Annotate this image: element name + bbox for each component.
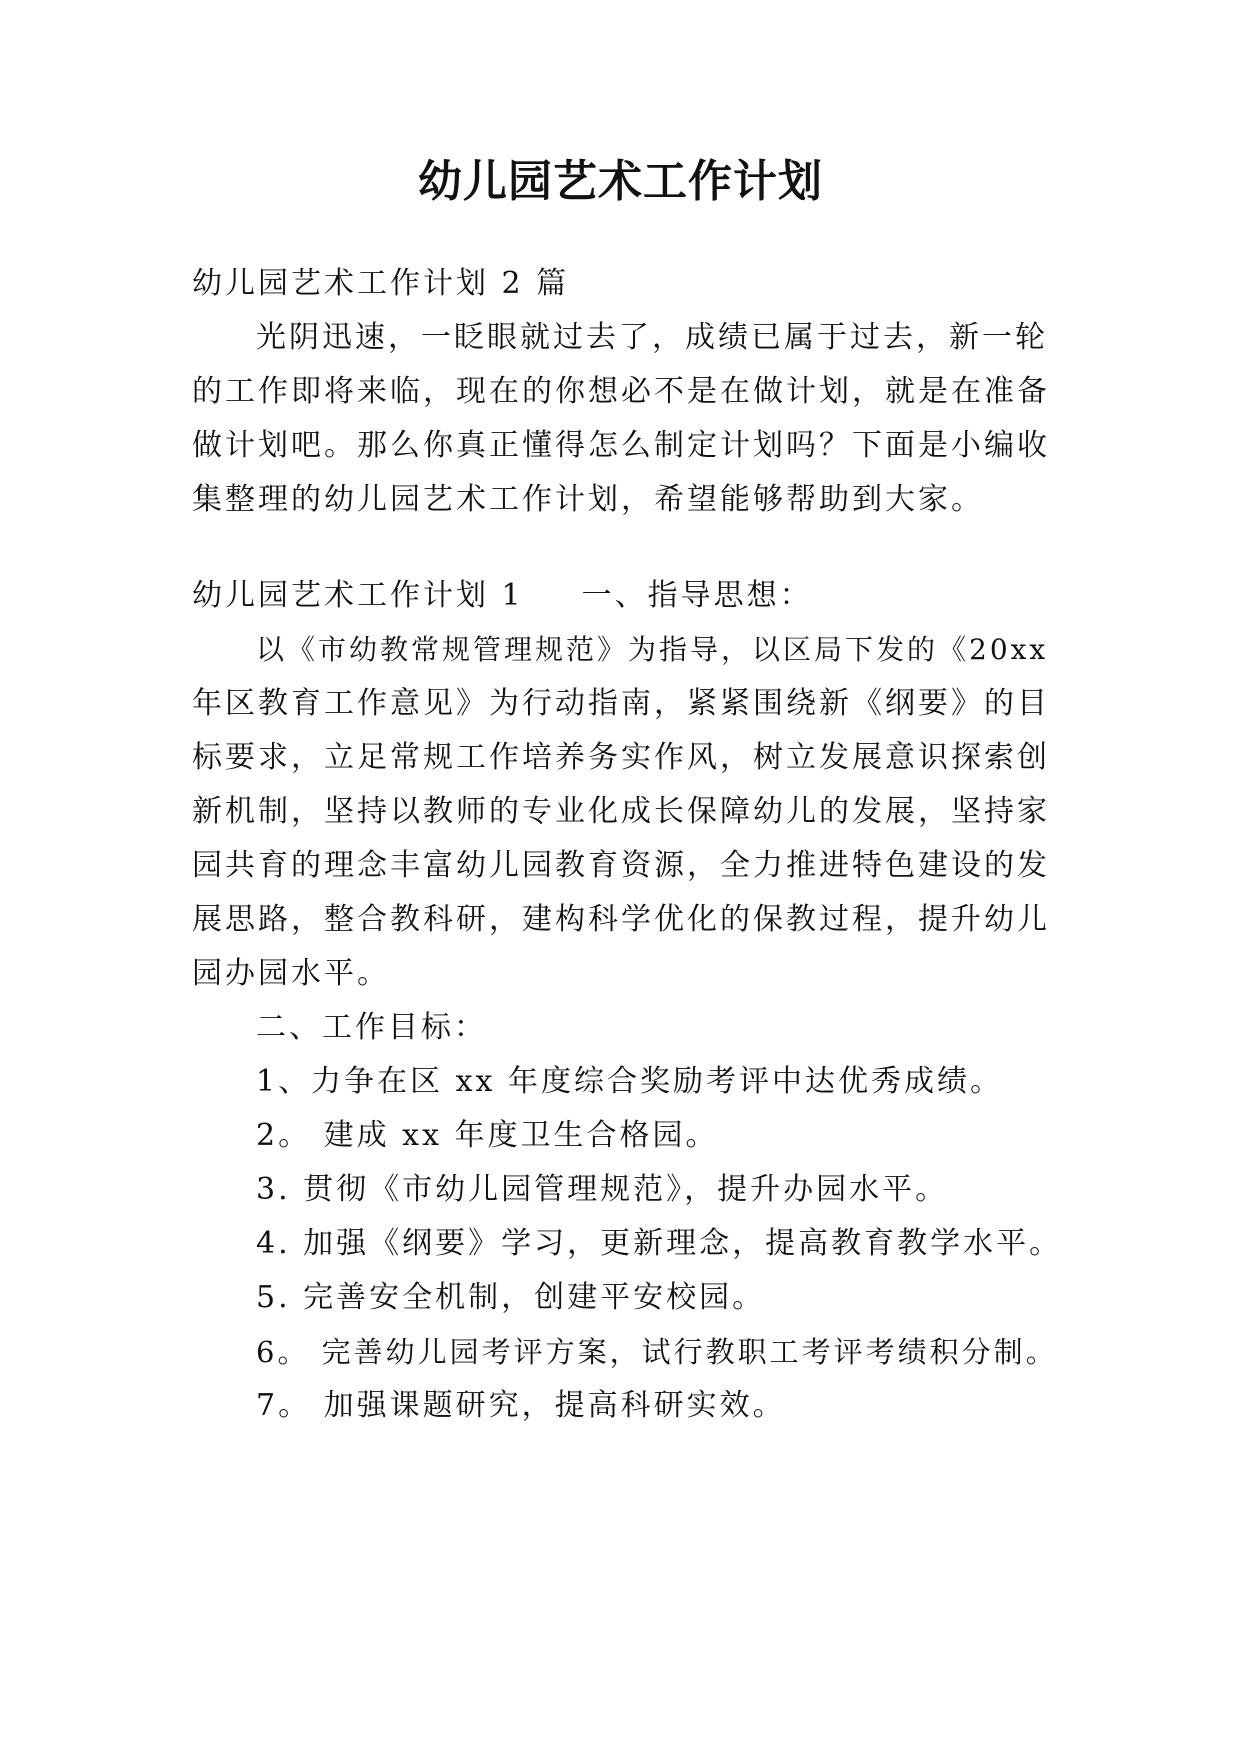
section1-line: 标要求，立足常规工作培养务实作风，树立发展意识探索创 [192,740,1050,775]
intro-line: 做计划吧。那么你真正懂得怎么制定计划吗？下面是小编收 [192,428,1050,463]
goal-item: 3. 贯彻《市幼儿园管理规范》，提升办园水平。 [256,1172,949,1207]
goal-item: 7。 加强课题研究，提高科研实效。 [256,1388,786,1423]
section1-header-line [192,566,813,626]
document-title: 幼儿园艺术工作计划 [418,156,823,207]
intro-line: 的工作即将来临，现在的你想必不是在做计划，就是在准备 [192,374,1050,409]
plan-label: 幼儿园艺术工作计划 1 [192,578,524,613]
section1-line: 新机制，坚持以教师的专业化成长保障幼儿的发展，坚持家 [192,794,1050,829]
document-subtitle: 幼儿园艺术工作计划 2 篇 [192,266,570,301]
goal-item: 1、力争在区 xx 年度综合奖励考评中达优秀成绩。 [256,1064,1003,1099]
section2-heading: 二、工作目标： [256,1010,487,1045]
section1-heading: 一、指导思想： [581,578,813,613]
goal-item: 2。 建成 xx 年度卫生合格园。 [256,1118,719,1153]
intro-line: 集整理的幼儿园艺术工作计划，希望能够帮助到大家。 [192,482,984,517]
section1-line: 园共育的理念丰富幼儿园教育资源，全力推进特色建设的发 [192,848,1050,883]
goal-item: 5. 完善安全机制，创建平安校园。 [256,1280,766,1315]
intro-line: 光阴迅速，一眨眼就过去了，成绩已属于过去，新一轮 [256,320,1048,355]
section1-line: 园办园水平。 [192,956,390,991]
goal-item: 6。 完善幼儿园考评方案，试行教职工考评考绩积分制。 [256,1335,1058,1369]
section1-line: 以《市幼教常规管理规范》为指导，以区局下发的《20xx [256,633,1049,666]
section1-line: 年区教育工作意见》为行动指南，紧紧围绕新《纲要》的目 [192,686,1050,721]
goal-item: 4. 加强《纲要》学习，更新理念，提高教育教学水平。 [256,1226,1063,1261]
section1-line: 展思路，整合教科研，建构科学优化的保教过程，提升幼儿 [192,902,1050,937]
